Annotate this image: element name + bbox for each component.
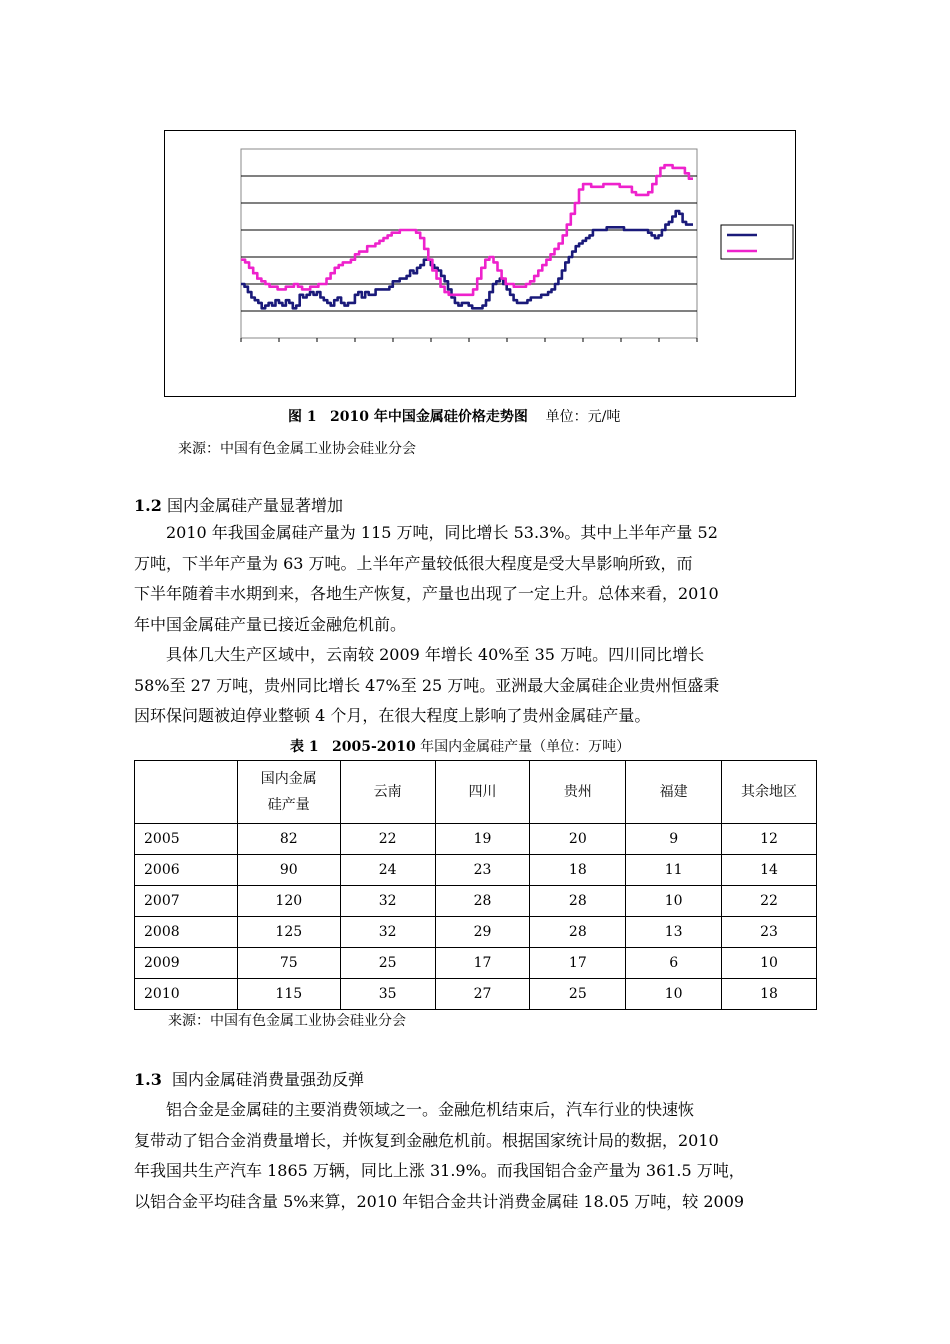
table-value-cell: 17 <box>435 948 530 979</box>
table-header-cell <box>237 761 340 824</box>
table-value-cell: 11 <box>626 855 722 886</box>
table-source: 来源：中国有色金属工业协会硅业分会 <box>168 1013 406 1029</box>
table-row <box>135 886 817 917</box>
table-year-cell: 2005 <box>135 824 238 855</box>
paragraph-line: 年我国共生产汽车 1865 万辆，同比上涨 31.9%。而我国铝合金产量为 361.5 万吨， <box>134 1161 745 1180</box>
table-value-cell: 9 <box>626 824 722 855</box>
table-caption-rest: 年国内金属硅产量（单位：万吨） <box>415 739 631 755</box>
table-value-cell: 20 <box>530 824 626 855</box>
paragraph-line: 铝合金是金属硅的主要消费领域之一。金融危机结束后，汽车行业的快速恢 <box>134 1100 695 1119</box>
table-value-cell: 27 <box>435 979 530 1010</box>
figure-caption-unit: 单位：元/吨 <box>545 409 621 425</box>
section-1-2-heading <box>134 496 343 516</box>
figure-caption-title: 2010 年中国金属硅价格走势图 <box>329 409 528 425</box>
section-1-2-title: 国内金属硅产量显著增加 <box>166 496 343 515</box>
table-value-cell: 32 <box>340 917 435 948</box>
table-value-cell: 10 <box>722 948 817 979</box>
table-header-row <box>135 761 817 824</box>
table-year-cell: 2006 <box>135 855 238 886</box>
table-value-cell: 25 <box>340 948 435 979</box>
section-1-3-title: 国内金属硅消费量强劲反弹 <box>172 1070 365 1089</box>
figure-source: 来源：中国有色金属工业协会硅业分会 <box>178 441 416 457</box>
legend-box <box>721 225 793 259</box>
paragraph-line: 万吨，下半年产量为 63 万吨。上半年产量较低很大程度是受大旱影响所致，而 <box>134 553 693 573</box>
figure-caption-label: 图 1 <box>288 409 317 425</box>
table-value-cell: 23 <box>435 855 530 886</box>
table-caption <box>290 738 630 756</box>
table-value-cell: 24 <box>340 855 435 886</box>
table-year-cell: 2008 <box>135 917 238 948</box>
table-value-cell: 13 <box>626 917 722 948</box>
table-value-cell: 25 <box>530 979 626 1010</box>
table-value-cell: 75 <box>237 948 340 979</box>
paragraph-line: 下半年随着丰水期到来，各地生产恢复，产量也出现了一定上升。总体来看，2010 <box>134 584 719 603</box>
table-value-cell: 115 <box>237 979 340 1010</box>
section-1-3-heading <box>134 1070 364 1090</box>
table-header-cell: 其余地区 <box>722 761 817 824</box>
table-header-cell: 贵州 <box>530 761 626 824</box>
table-header-cell: 云南 <box>340 761 435 824</box>
table-caption-label: 表 1 <box>290 739 319 755</box>
table-value-cell: 10 <box>626 886 722 917</box>
paragraph-line: 58%至 27 万吨，贵州同比增长 47%至 25 万吨。亚洲最大金属硅企业贵州恒盛秉 <box>134 675 720 695</box>
table-value-cell: 19 <box>435 824 530 855</box>
paragraph-line: 具体几大生产区域中，云南较 2009 年增长 40%至 35 万吨。四川同比增长 <box>134 645 705 664</box>
table-header-total-line2: 硅产量 <box>267 797 310 813</box>
table-value-cell: 18 <box>722 979 817 1010</box>
table-value-cell: 22 <box>340 824 435 855</box>
table-year-cell: 2009 <box>135 948 238 979</box>
paragraph-line: 因环保问题被迫停业整顿 4 个月，在很大程度上影响了贵州金属硅产量。 <box>134 706 651 725</box>
table-row <box>135 979 817 1010</box>
table-value-cell: 22 <box>722 886 817 917</box>
table-value-cell: 10 <box>626 979 722 1010</box>
section-1-2-number: 1.2 <box>134 496 162 515</box>
table-header-cell <box>135 761 238 824</box>
figure-caption <box>288 408 620 426</box>
table-row <box>135 948 817 979</box>
table-header-total-line1: 国内金属 <box>260 771 317 787</box>
table-value-cell: 28 <box>530 917 626 948</box>
plot-area <box>241 149 697 338</box>
table-value-cell: 28 <box>530 886 626 917</box>
section-1-3-paragraph-1 <box>134 1095 817 1217</box>
table-value-cell: 82 <box>237 824 340 855</box>
table-value-cell: 17 <box>530 948 626 979</box>
table-value-cell: 23 <box>722 917 817 948</box>
table-value-cell: 28 <box>435 886 530 917</box>
paragraph-line: 年中国金属硅产量已接近金融危机前。 <box>134 614 407 634</box>
price-chart-svg <box>165 131 797 398</box>
table-value-cell: 90 <box>237 855 340 886</box>
production-table <box>134 760 817 1010</box>
section-1-3-number: 1.3 <box>134 1070 162 1089</box>
table-body <box>135 824 817 1010</box>
table-row <box>135 855 817 886</box>
table-value-cell: 29 <box>435 917 530 948</box>
table-value-cell: 32 <box>340 886 435 917</box>
paragraph-line: 复带动了铝合金消费量增长，并恢复到金融危机前。根据国家统计局的数据，2010 <box>134 1130 719 1150</box>
price-chart <box>164 130 796 397</box>
table-row <box>135 917 817 948</box>
table-value-cell: 120 <box>237 886 340 917</box>
table-header-cell: 四川 <box>435 761 530 824</box>
table-year-cell: 2007 <box>135 886 238 917</box>
paragraph-line: 以铝合金平均硅含量 5%来算，2010 年铝合金共计消费金属硅 18.05 万吨，较 2009 <box>134 1191 745 1211</box>
table-value-cell: 6 <box>626 948 722 979</box>
table-year-cell: 2010 <box>135 979 238 1010</box>
table-value-cell: 14 <box>722 855 817 886</box>
table-value-cell: 125 <box>237 917 340 948</box>
table-value-cell: 35 <box>340 979 435 1010</box>
table-caption-year: 2005-2010 <box>331 739 416 755</box>
table-value-cell: 18 <box>530 855 626 886</box>
section-1-2-paragraph-2 <box>134 640 817 732</box>
paragraph-line: 2010 年我国金属硅产量为 115 万吨，同比增长 53.3%。其中上半年产量 52 <box>134 523 718 542</box>
table-row <box>135 824 817 855</box>
table-header-cell: 福建 <box>626 761 722 824</box>
table-value-cell: 12 <box>722 824 817 855</box>
section-1-2-paragraph-1 <box>134 518 817 640</box>
